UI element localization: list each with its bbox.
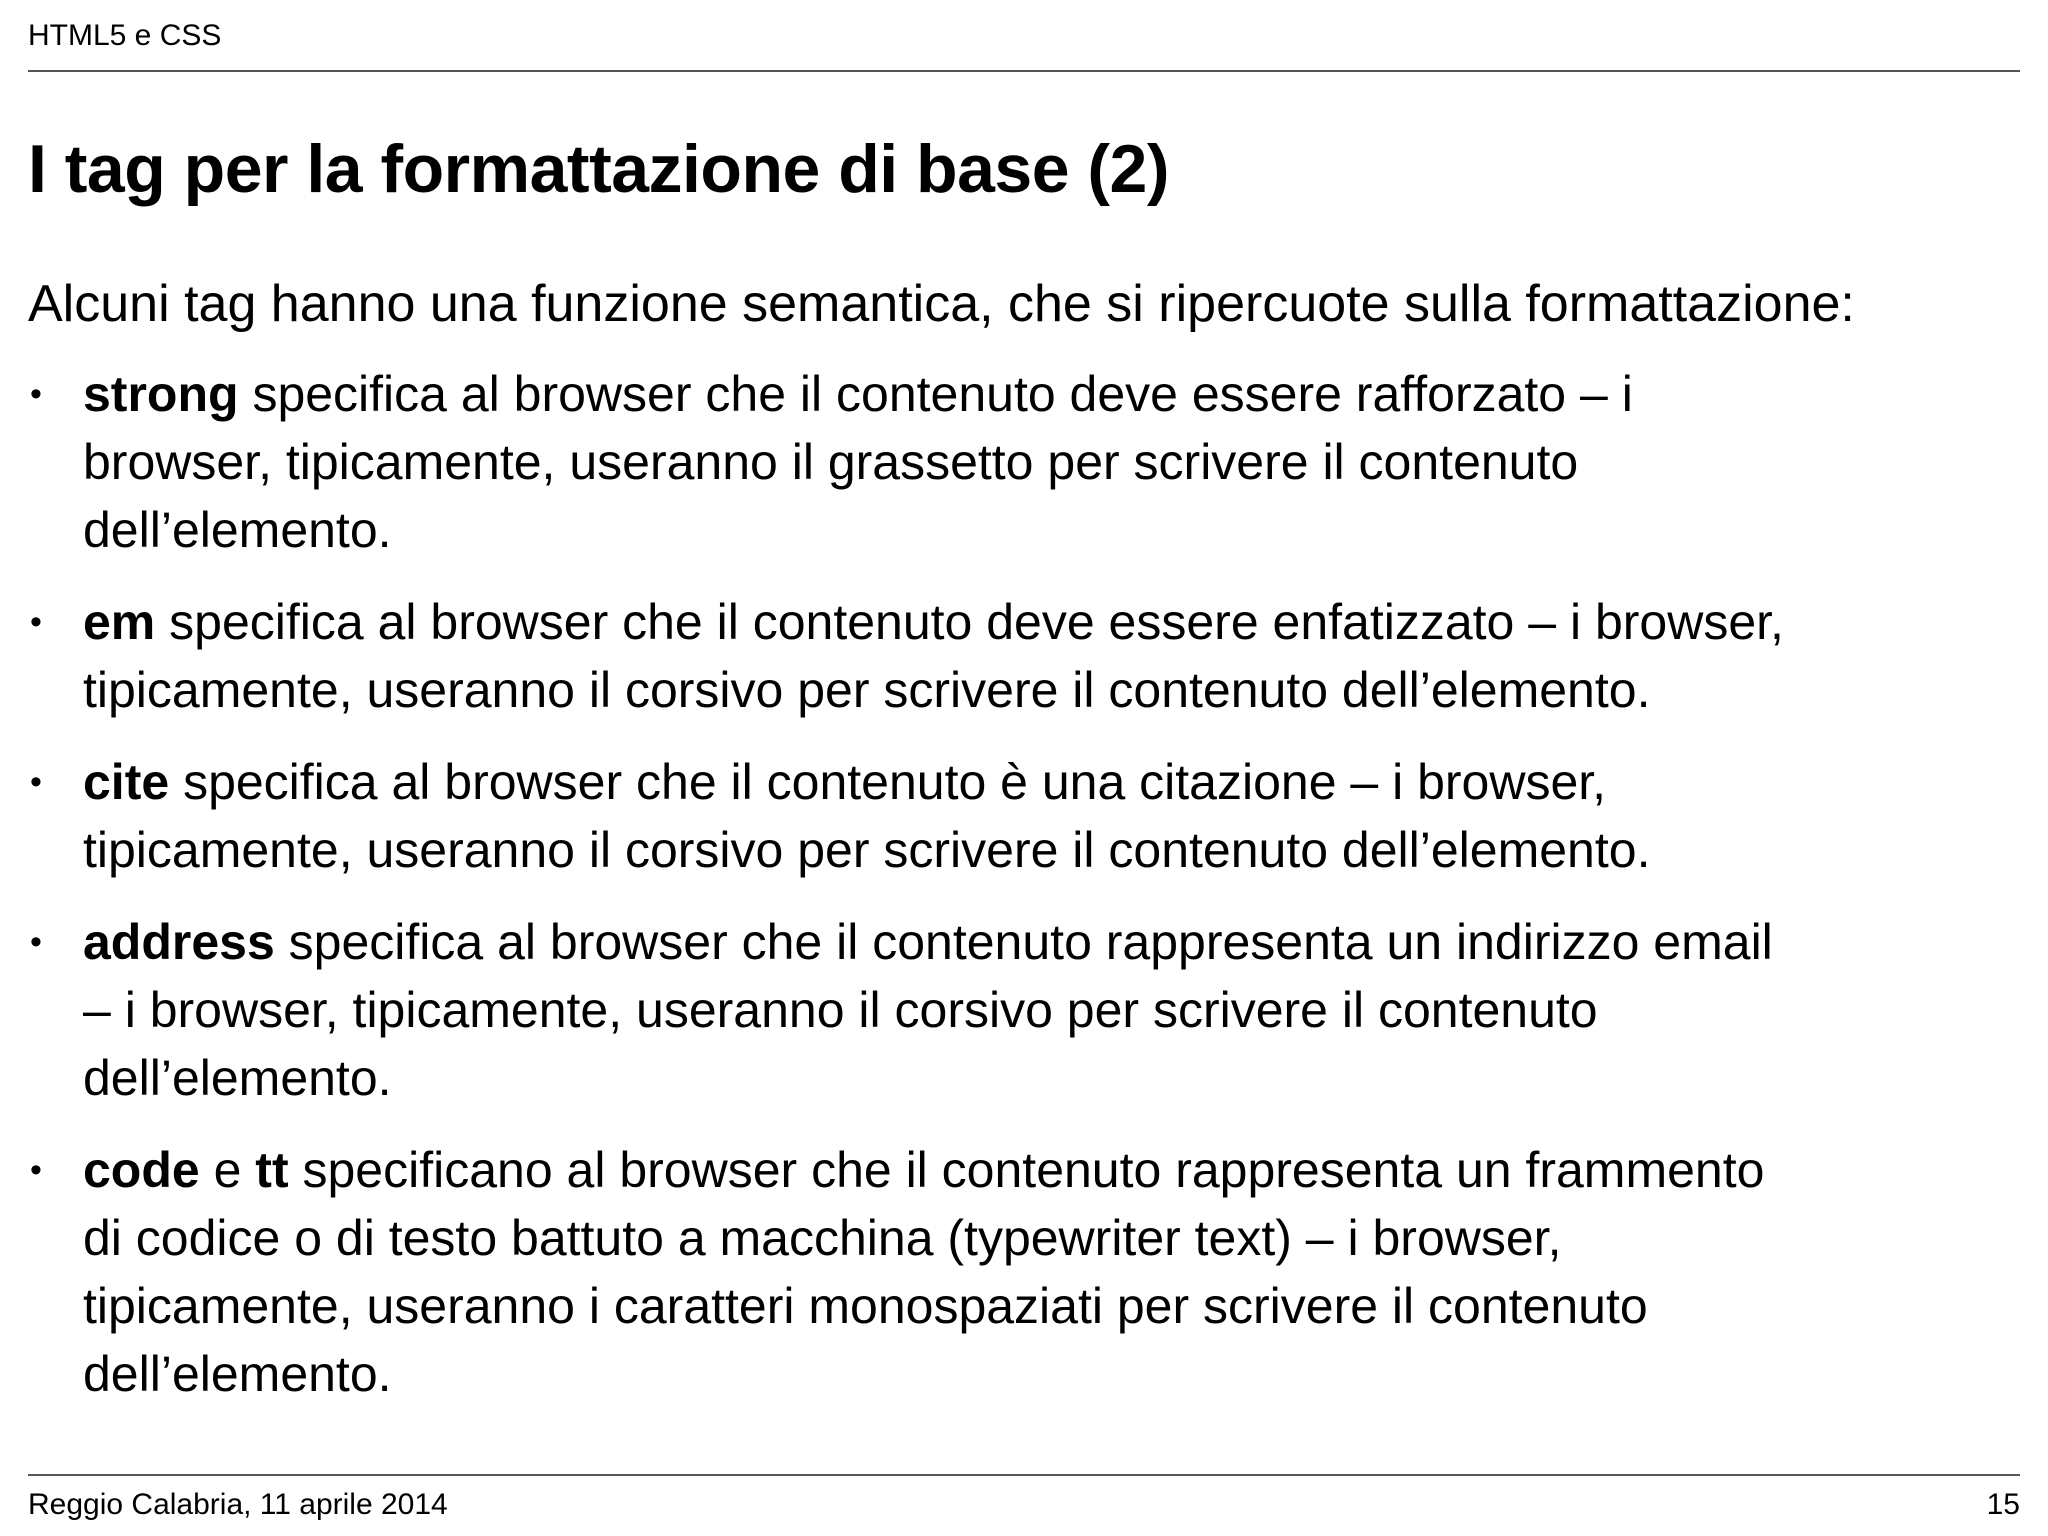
bullet-keyword: em	[83, 594, 156, 650]
bullet-strong	[0, 360, 2013, 564]
bullet-text: specifica al browser che il contenuto è una citazione – i browser,	[169, 754, 1607, 810]
bullet-text: specifica al browser che il contenuto rappresenta un indirizzo email	[274, 914, 1773, 970]
bullet-dot-icon: •	[30, 1151, 42, 1189]
bullet-line	[83, 588, 2013, 656]
bullet-line: tipicamente, useranno il corsivo per scrivere il contenuto dell’elemento.	[83, 662, 1651, 718]
bullet-line	[83, 908, 2013, 976]
bullet-line: – i browser, tipicamente, useranno il corsivo per scrivere il contenuto	[83, 982, 1598, 1038]
slide-title: I tag per la formattazione di base (2)	[28, 131, 1170, 207]
header-divider	[28, 70, 2020, 72]
bullet-dot-icon: •	[30, 375, 42, 413]
bullet-line: tipicamente, useranno il corsivo per scrivere il contenuto dell’elemento.	[83, 822, 1651, 878]
bullet-keyword: address	[83, 914, 275, 970]
bullet-cite	[0, 748, 2013, 884]
bullet-line: di codice o di testo battuto a macchina (typewriter text) – i browser,	[83, 1210, 1562, 1266]
bullet-text: specifica al browser che il contenuto deve essere rafforzato – i	[238, 366, 1633, 422]
footer-location-date: Reggio Calabria, 11 aprile 2014	[28, 1488, 448, 1521]
bullet-keyword: code	[83, 1142, 200, 1198]
bullet-em	[0, 588, 2013, 724]
bullet-keyword-secondary: tt	[255, 1142, 289, 1198]
bullet-line: tipicamente, useranno i caratteri monospaziati per scrivere il contenuto	[83, 1278, 1648, 1334]
slide-header: HTML5 e CSS	[28, 19, 222, 52]
page-number: 15	[1986, 1488, 2020, 1521]
bullet-keyword: strong	[83, 366, 239, 422]
bullet-dot-icon: •	[30, 603, 42, 641]
bullet-line: browser, tipicamente, useranno il grassetto per scrivere il contenuto	[83, 434, 1579, 490]
bullet-line: dell’elemento.	[83, 1050, 392, 1106]
bullet-line	[83, 1136, 2013, 1204]
bullet-dot-icon: •	[30, 763, 42, 801]
bullet-text: specificano al browser che il contenuto rappresenta un frammento	[288, 1142, 1765, 1198]
bullet-list	[0, 360, 2048, 1432]
bullet-text: specifica al browser che il contenuto deve essere enfatizzato – i browser,	[155, 594, 1784, 650]
bullet-line: dell’elemento.	[83, 1346, 392, 1402]
bullet-line	[83, 748, 2013, 816]
intro-paragraph: Alcuni tag hanno una funzione semantica, che si ripercuote sulla formattazione:	[28, 275, 1855, 333]
bullet-dot-icon: •	[30, 923, 42, 961]
bullet-line	[83, 360, 2013, 428]
footer-divider	[28, 1474, 2020, 1476]
bullet-line: dell’elemento.	[83, 502, 392, 558]
bullet-connector: e	[199, 1142, 256, 1198]
bullet-address	[0, 908, 2013, 1112]
bullet-keyword: cite	[83, 754, 170, 810]
bullet-code-tt	[0, 1136, 2013, 1408]
